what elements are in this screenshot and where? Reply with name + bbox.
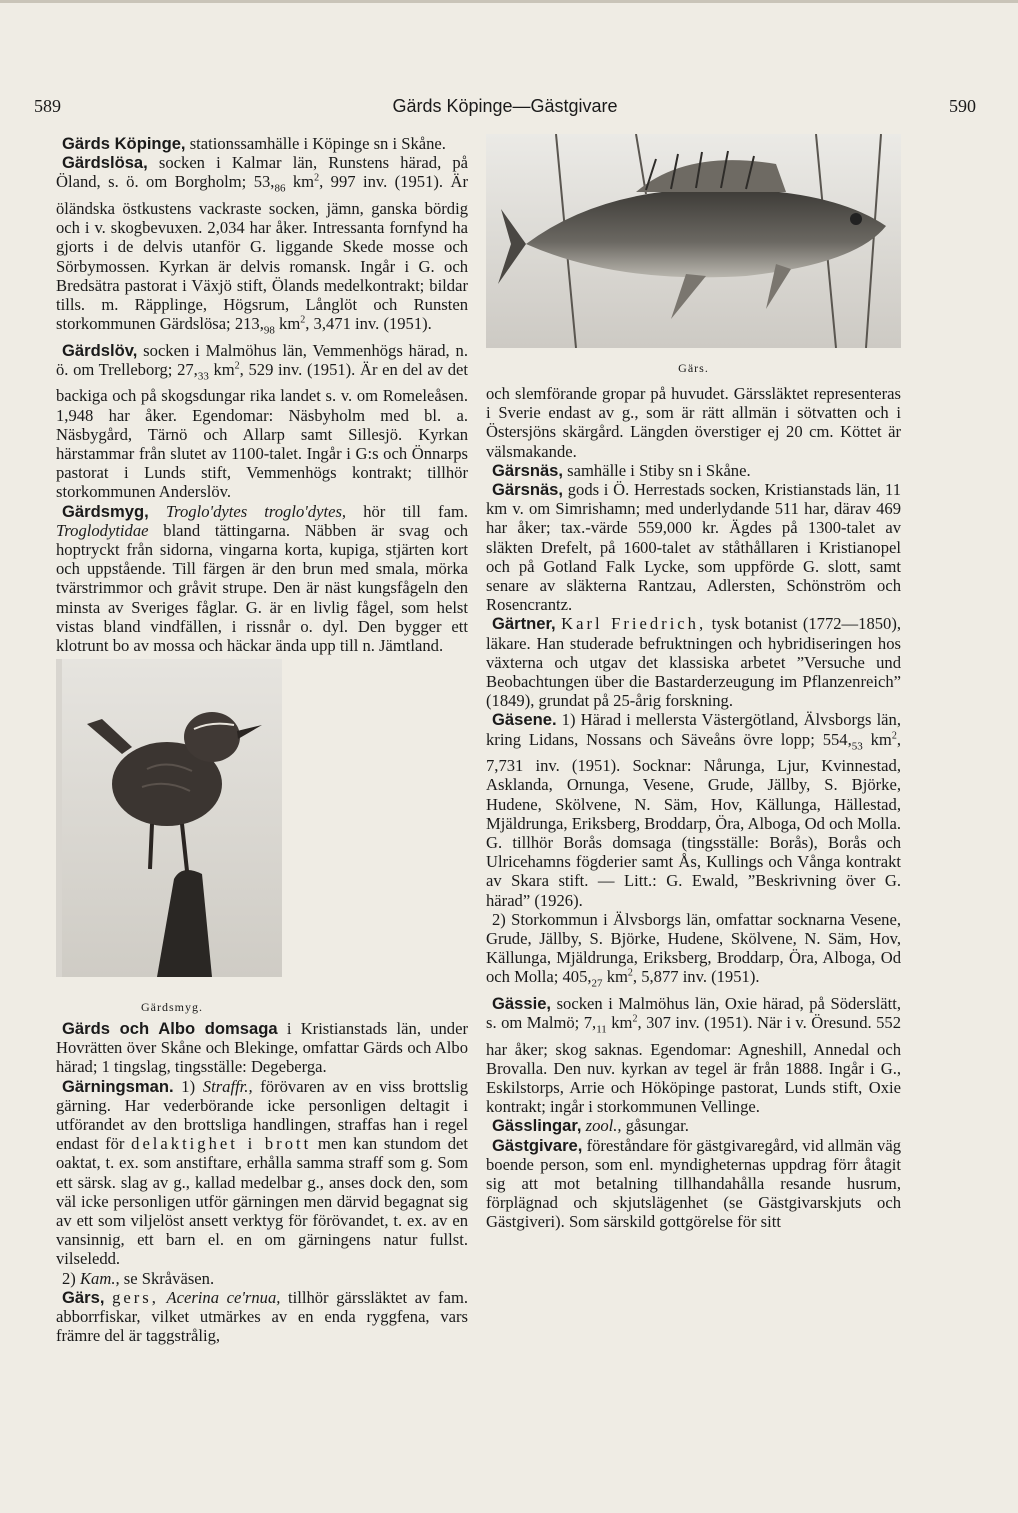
entry-text: hör till fam. <box>346 501 469 521</box>
entry-gastgivare <box>486 1136 901 1232</box>
entry-gards-och-albo <box>56 1019 468 1077</box>
entry-text: 1) Härad i mellersta Västergötland, Älvsborgs län, kring Lidans, Nossans och Säveåns övre lopp; 554, <box>486 710 901 749</box>
entry-text: socken i Kalmar län, Runstens härad, på Öland, s. ö. om Borgholm; 53, <box>56 153 468 192</box>
entry-text: km <box>274 314 301 334</box>
entry-text: , 3,471 inv. (1951). <box>305 314 432 334</box>
superscript: 2 <box>891 730 897 742</box>
entry-text: stationssamhälle i Köpinge sn i Skåne. <box>185 134 446 153</box>
entry-gardsmyg <box>56 501 469 1015</box>
entry-text: , 7,731 inv. (1951). Socknar: Nårunga, Ljur, Kvinnestad, Asklanda, Ornunga, Vesene, Grude, Jällby, S. Björke, Hudene, Skölvene, N. Säm, Hov, Källunga, Hällestad, Mjäldrunga, Eriksberg, Broddarp, Öra, Alboga, Od och Molla. G. tillhör Borås domsaga (tingsställe: Borås), Borås och Ulricehamns fögderier samt Ås, Kullings och Vånga kontrakt av Skara stift. — Litt.: G. Ewald, ”Beskrivning över G. härad” (1926). <box>486 729 901 910</box>
entry-garningsman-2 <box>56 1269 468 1288</box>
entry-text: tysk botanist (1772—1850), läkare. Han studerade befruktningen och hybridiseringen hos växterna och utgav det klassiska arbetet ”Versuche und Beobachtungen über die Bastarderzeugung im Pflanzenreich” (1849), grundat på 25-årig forskning. <box>486 614 902 711</box>
entry-text: , 529 inv. (1951). Är en del av det backiga och på skogsdungar rika landet s. v. om Romeleåsen. 1,948 har åker. Egendomar: Näsbyholm med bl. a. Näsbygård, Tärnö och Allarp samt Sillesjö. Kyrkan härstammar från slutet av 1100-talet. Ingår i G:s och Önnarps pastorat i Lunds stift, Vemmenhögs kontrakt; tillhör storkommunen Anderslöv. <box>56 359 468 502</box>
entry-gasslingar <box>486 1116 901 1135</box>
entry-text: km <box>606 1013 633 1033</box>
running-title: Gärds Köpinge—Gästgivare <box>392 96 618 116</box>
headword: Gärsnäs, <box>492 480 564 500</box>
headword: Gästgivare, <box>492 1135 583 1155</box>
entry-text: gåsungar. <box>621 1116 689 1136</box>
latin-family: Troglodytidae <box>56 520 149 540</box>
headword: Gärdsmyg, <box>62 501 149 521</box>
fish-figure <box>486 134 901 378</box>
entry-text: i Kristianstads län, under Hovrätten över Skåne och Blekinge, omfattar Gärds och Albo härad; 1 tingslag, tingsställe: Degeberga. <box>56 1019 468 1077</box>
headword: Gärds och Albo domsaga <box>62 1019 278 1038</box>
entry-text: bland tättingarna. Näbben är svag och hoptryckt från sidorna, vingarna korta, kupiga, stjärten kort och uppstående. Till färgen är den brun med smala, mörka tvärstrimmor och gråvit strupe. Den är näst kungsfågeln den minsta av Sveriges fåglar. G. är en livlig fågel, som helst vistas bland vindfällen, i rissnår o. dyl. Den bygger ett klotrunt bo av mossa och häckar ända upp till n. Jämtland. <box>56 520 468 656</box>
entry-text: km <box>208 359 235 379</box>
superscript: 2 <box>627 967 633 979</box>
entry-text: gods i Ö. Herrestads socken, Kristianstads län, 11 km v. om Simrishamn; med underlydande 511 har, därav 469 har åker; tax.-värde 559,000 kr. Ägdes på 1300-talet av släkten Drefelt, på 1600-talet av ståthållaren i Kristianopel och på Gotland Falk Lycke, som uppförde G. slott, samt senare av släkterna Rantzau, Adlersten, Schönström och Rosencrantz. <box>486 480 901 615</box>
domain-label: zool., <box>585 1116 622 1136</box>
spaced-term: gers, <box>112 1287 159 1307</box>
headword: Gärtner, <box>492 614 556 634</box>
decimal-sub: 53 <box>851 739 863 752</box>
entry-gars-continued <box>486 384 901 461</box>
headword: Gässlingar, <box>492 1116 582 1136</box>
superscript: 2 <box>234 360 240 372</box>
left-column <box>56 134 468 1019</box>
headword: Gärds Köpinge, <box>62 134 186 153</box>
decimal-sub: 98 <box>263 324 275 337</box>
entry-garsnas-1 <box>486 461 901 480</box>
wren-caption: Gärdsmyg. <box>141 1000 203 1015</box>
wren-illustration <box>62 659 282 977</box>
domain-label: Kam., <box>79 1268 120 1288</box>
page-number-right: 590 <box>949 96 976 116</box>
spaced-term: delaktighet i brott <box>131 1134 312 1154</box>
entry-gassie <box>486 994 901 1117</box>
headword: Gärningsman. <box>62 1076 174 1096</box>
entry-gasene <box>486 710 901 909</box>
entry-text: 2) <box>62 1268 80 1288</box>
domain-label: Straffr., <box>202 1076 253 1096</box>
entry-text: km <box>602 967 628 987</box>
decimal-sub: 27 <box>591 977 603 990</box>
entry-text: samhälle i Stiby sn i Skåne. <box>563 460 751 480</box>
fish-photo <box>486 134 901 348</box>
spaced-name: Karl Friedrich, <box>561 614 707 634</box>
entry-text: socken i Malmöhus län, Oxie härad, på Söderslätt, s. om Malmö; 7, <box>486 993 901 1033</box>
page-number-left: 589 <box>34 96 61 116</box>
entry-text: 2) Storkommun i Älvsborgs län, omfattar socknarna Vesene, Grude, Jällby, S. Björke, Hudene, Skölvene, N. Säm, Hov, Källunga, Mjäldrunga, Eriksberg, Broddarp, Öra, Alboga, Od och Molla; 405, <box>486 909 901 987</box>
entry-gartner <box>486 614 901 710</box>
decimal-sub: 11 <box>596 1023 607 1036</box>
fish-illustration <box>486 134 901 348</box>
entry-gasene-2 <box>486 910 901 994</box>
entry-text: 1) <box>173 1076 203 1096</box>
entry-garsnas-2 <box>486 480 901 614</box>
headword: Gässie, <box>492 993 552 1013</box>
entry-text: , 307 inv. (1951). När i v. Öresund. 552 har åker; skog saknas. Egendomar: Agneshill, Annedal och Brovalla. Den nuv. kyrkan av tegel är från 1888. Ingår i G., Eskilstorps, Arrie och Hököpinge pastorat, Lunds stift, Oxie kontrakt; ingår i storkommunen Vellinge. <box>486 1013 901 1117</box>
entry-text: se Skråväsen. <box>119 1268 215 1288</box>
entry-gardslov <box>56 341 468 502</box>
headword: Gärsnäs, <box>492 460 564 480</box>
latin-name: Troglo'dytes troglo'dytes, <box>165 501 347 521</box>
page-top-rule <box>0 0 1018 3</box>
entry-text: förövaren av en viss brottslig gärning. Har vederbörande icke personligen deltagit i utförandet av den brottsliga handlingen, straffas han i regel endast för <box>56 1076 469 1154</box>
entry-garningsman <box>56 1077 468 1269</box>
entry-text: föreståndare för gästgivaregård, vid allmän väg boende person, som enl. myndigheternas uppdrag förr åtagit sig att mot betalning tillhandahålla resande husrum, förplägnad och skjutslägenhet (se Gästgivarskjuts och Gästgiveri). Som särskild gottgörelse för sitt <box>486 1135 901 1232</box>
headword: Gärdslöv, <box>62 340 138 360</box>
entry-text: km <box>862 729 892 749</box>
superscript: 2 <box>314 172 320 184</box>
latin-name: Acerina ce'rnua, <box>166 1287 281 1307</box>
right-column <box>486 134 901 1232</box>
decimal-sub: 33 <box>197 370 209 383</box>
entry-gars <box>56 1288 468 1346</box>
left-column-tail <box>56 1019 468 1345</box>
entry-text: socken i Malmöhus län, Vemmenhögs härad, n. ö. om Trelleborg; 27, <box>56 340 468 379</box>
entry-text: tillhör gärssläktet av fam. abborrfiskar, vilket utmärkes av en enda ryggfena, vars främre del är taggstrålig, <box>56 1287 468 1346</box>
fish-caption: Gärs. <box>678 360 709 375</box>
wren-photo <box>56 659 282 977</box>
entry-gardslosa <box>56 153 468 340</box>
entry-text: , 997 inv. (1951). Är öländska östkustens vackraste socken, jämn, ganska bördig och i v. skogbevuxen. 2,034 har åker. Intressanta fornfynd ha gjorts i de delvis utanför G. liggande Skede mosse och Sörbymossen. Kyrkan är delvis romansk. Ingår i G. och Bredsätra pastorat i Växjö stift, Ölands medelkontrakt; bildar tills. m. Räpplinge, Högsrum, Långlöt och Runsten storkommunen Gärdslösa; 213, <box>56 172 468 334</box>
decimal-sub: 86 <box>274 182 286 195</box>
superscript: 2 <box>300 314 306 326</box>
headword: Gärdslösa, <box>62 153 148 173</box>
superscript: 2 <box>632 1013 638 1025</box>
entry-text: och slemförande gropar på huvudet. Gärssläktet representeras i Sverie endast av g., som är rätt allmän i sötvatten och i Östersjöns skärgård. Längden överstiger ej 20 cm. Köttet är välsmakande. <box>486 384 901 461</box>
entry-text: men kan stundom det oaktat, t. ex. som anstiftare, erhålla samma straff som g. Som ett särsk. slag av g., kallad medelbar g., anses dock den, som väl icke personligen utför gärningen men därvid begagnat sig av ett som viljelöst ansett verktyg för förövandet, t. ex. av en vansinnig, ett barn el. en om gärningens natur fullst. vilseledd. <box>56 1134 468 1269</box>
page-header <box>34 96 976 120</box>
entry-gards-kopinge <box>56 134 468 153</box>
entry-text: km <box>285 172 315 192</box>
headword: Gäsene. <box>492 710 557 730</box>
headword: Gärs, <box>62 1287 105 1307</box>
wren-figure <box>56 659 282 1017</box>
entry-text: , 5,877 inv. (1951). <box>632 967 760 987</box>
